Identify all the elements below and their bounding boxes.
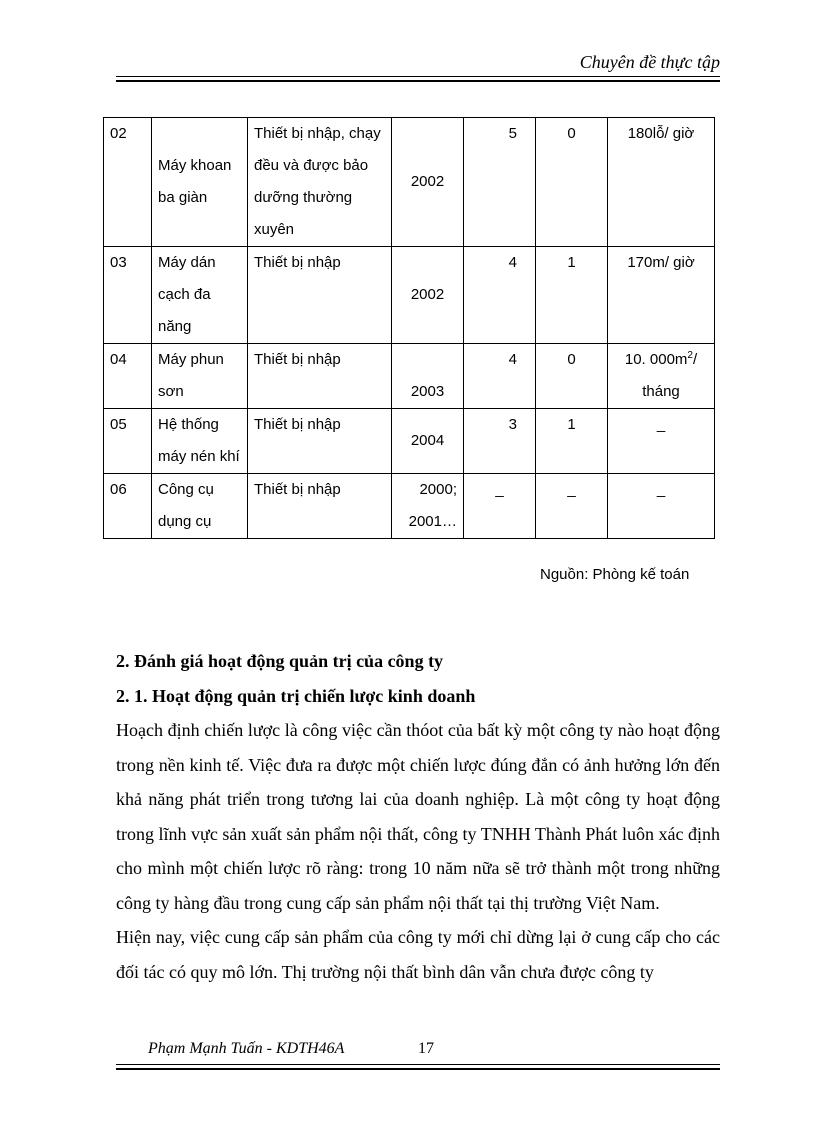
subsection-heading: 2. 1. Hoạt động quản trị chiến lược kinh doanh — [116, 685, 476, 706]
quantity-a-cell: 4 — [464, 247, 536, 344]
name-cell: Máy phun sơn — [152, 344, 248, 409]
footer-rule-thick — [116, 1068, 720, 1070]
capacity-cell — [608, 344, 715, 409]
equipment-table — [103, 117, 715, 539]
table-row — [104, 409, 715, 474]
name-cell: Công cụ dụng cụ — [152, 474, 248, 539]
footer-author: Phạm Mạnh Tuấn - KDTH46A — [148, 1040, 345, 1057]
capacity-cell: _ — [608, 409, 715, 474]
origin-cell: Thiết bị nhập — [248, 409, 392, 474]
section-heading: 2. Đánh giá hoạt động quản trị của công ty — [116, 651, 444, 671]
quantity-b-cell: 1 — [536, 409, 608, 474]
origin-cell: Thiết bị nhập — [248, 344, 392, 409]
page-number: 17 — [418, 1040, 434, 1057]
origin-cell: Thiết bị nhập — [248, 474, 392, 539]
table-source: Nguồn: Phòng kế toán — [540, 566, 690, 583]
stt-cell: 04 — [104, 344, 152, 409]
capacity-cell: 180lỗ/ giờ — [608, 118, 715, 247]
stt-cell: 05 — [104, 409, 152, 474]
running-header-title: Chuyên đề thực tập — [579, 52, 720, 72]
section-body — [116, 644, 720, 989]
name-cell: Máy dán cạch đa năng — [152, 247, 248, 344]
paragraph: Hiện nay, việc cung cấp sản phẩm của công ty mới chỉ dừng lại ở cung cấp cho các đối tác có quy mô lớn. Thị trường nội thất bình dân vẫn chưa được công ty — [116, 927, 720, 982]
stt-cell: 06 — [104, 474, 152, 539]
header-rule-thick — [116, 80, 720, 82]
paragraph: Hoạch định chiến lược là công việc cần thóot của bất kỳ một công ty nào hoạt động trong nền kinh tế. Việc đưa ra được một chiến lược đúng đắn có ảnh hưởng lớn đến khả năng phát triển trong tương lai của doanh nghiệp. Là một công ty hoạt động trong lĩnh vực sản xuất sản phẩm nội thất, công ty TNHH Thành Phát luôn xác định cho mình một chiến lược rõ ràng: trong 10 năm nữa sẽ trở thành một trong những công ty hàng đầu trong cung cấp sản phẩm nội thất tại thị trường Việt Nam. — [116, 720, 720, 913]
year-cell: 2002 — [392, 247, 464, 344]
quantity-b-cell: 0 — [536, 344, 608, 409]
table-row — [104, 247, 715, 344]
capacity-cell: 170m/ giờ — [608, 247, 715, 344]
quantity-b-cell: _ — [536, 474, 608, 539]
quantity-a-cell: _ — [464, 474, 536, 539]
capacity-unit: / tháng — [642, 351, 698, 400]
table-row — [104, 474, 715, 539]
footer-rule-thin — [116, 1064, 720, 1065]
quantity-a-cell: 3 — [464, 409, 536, 474]
year-cell: 2002 — [392, 118, 464, 247]
capacity-cell: _ — [608, 474, 715, 539]
stt-cell: 03 — [104, 247, 152, 344]
quantity-a-cell: 5 — [464, 118, 536, 247]
quantity-a-cell: 4 — [464, 344, 536, 409]
quantity-b-cell: 0 — [536, 118, 608, 247]
name-cell: Hệ thống máy nén khí — [152, 409, 248, 474]
stt-cell: 02 — [104, 118, 152, 247]
origin-cell: Thiết bị nhập, chạy đều và được bảo dưỡng thường xuyên — [248, 118, 392, 247]
quantity-b-cell: 1 — [536, 247, 608, 344]
capacity-value: 10. 000m — [624, 351, 688, 368]
table-row — [104, 118, 715, 247]
year-cell: 2004 — [392, 409, 464, 474]
year-cell: 2000; 2001… — [392, 474, 464, 539]
capacity-superscript: 2 — [687, 350, 693, 361]
equipment-name: Máy khoan ba giàn — [158, 157, 232, 206]
year-cell: 2003 — [392, 344, 464, 409]
header-rule-thin — [116, 76, 720, 77]
table-row — [104, 344, 715, 409]
origin-cell: Thiết bị nhập — [248, 247, 392, 344]
name-cell — [152, 118, 248, 247]
